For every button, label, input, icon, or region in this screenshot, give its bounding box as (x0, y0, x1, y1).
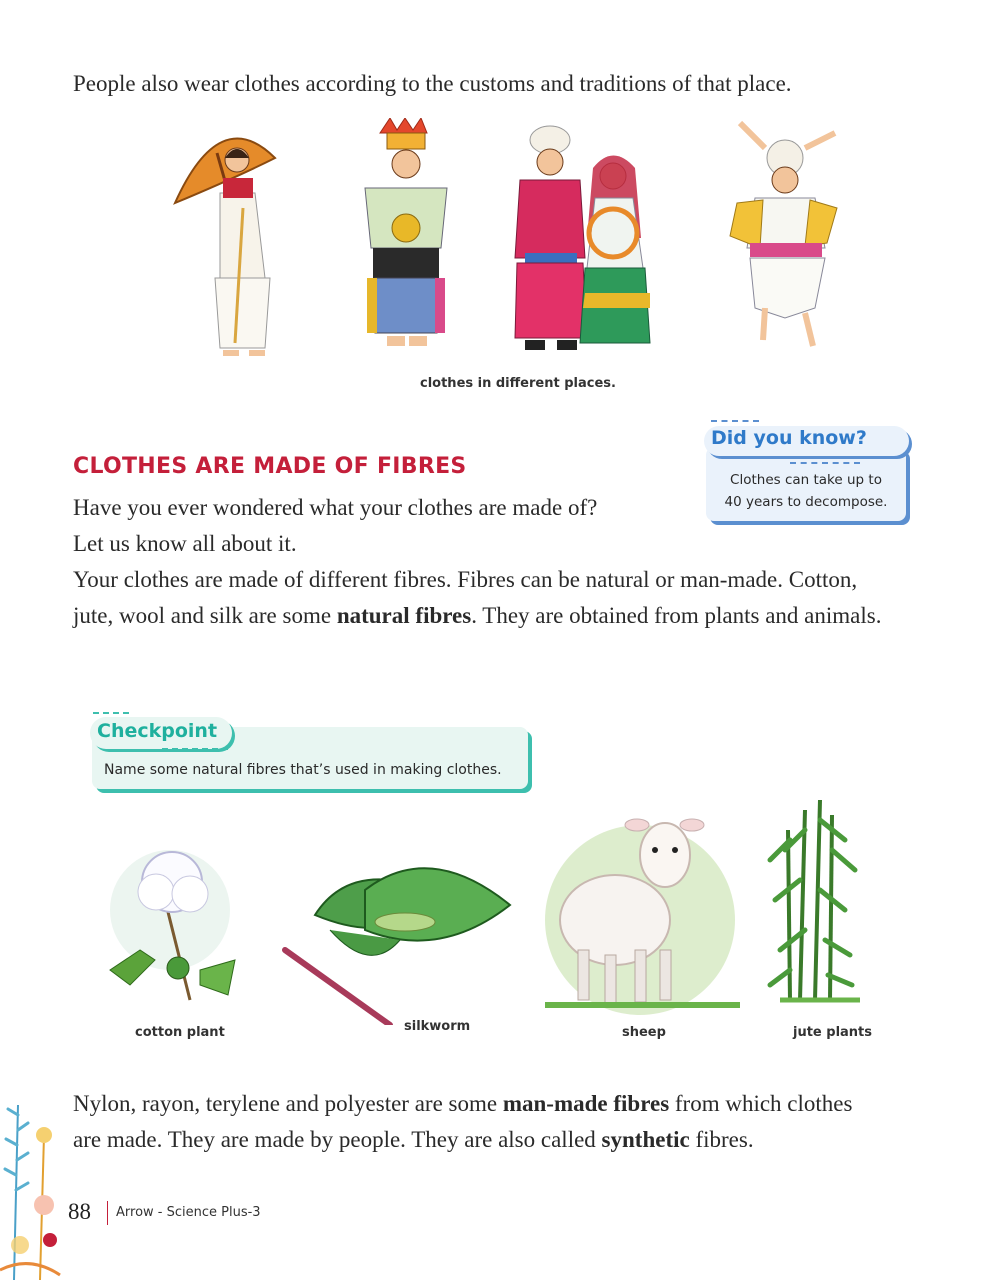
dancing-man-figure (730, 123, 837, 346)
cotton-plant-label: cotton plant (135, 1025, 225, 1040)
jute-plants-label: jute plants (793, 1025, 873, 1040)
section-heading: CLOTHES ARE MADE OF FIBRES (73, 454, 467, 479)
synthetic-term: synthetic (601, 1127, 690, 1152)
checkpoint-title: Checkpoint (97, 720, 218, 742)
did-you-know-text (706, 469, 906, 513)
paragraph-2-line-2 (73, 598, 881, 634)
paragraph-1-line-1: Have you ever wondered what your clothes are made of? (73, 495, 598, 520)
natural-fibres-term: natural fibres (336, 603, 472, 628)
man-made-fibres-term: man-made fibres (502, 1091, 670, 1116)
fibre-sources-illustration (100, 800, 900, 1025)
book-title: Arrow - Science Plus-3 (116, 1205, 261, 1220)
paragraph-1-line-2: Let us know all about it. (73, 531, 297, 556)
paragraph-3-text-a: Nylon, rayon, terylene and polyester are some (73, 1091, 503, 1116)
paragraph-3-text-b: from which clothes (669, 1091, 853, 1116)
did-you-know-line-1: Clothes can take up to (730, 472, 882, 488)
footer-divider (107, 1201, 108, 1225)
did-you-know-line-2: 40 years to decompose. (724, 494, 888, 510)
paragraph-2-text-a: jute, wool and silk are some (73, 603, 337, 628)
checkpoint-dash-bottom (162, 748, 228, 750)
intro-text: People also wear clothes according to the customs and traditions of that place. (73, 71, 792, 96)
jute-plants-image (770, 800, 860, 1000)
did-you-know-dash-bottom (790, 462, 860, 464)
checkpoint-dash-top (93, 712, 129, 714)
woman-with-umbrella-figure (175, 138, 275, 356)
traditional-clothes-illustration (165, 118, 865, 368)
couple-figure (515, 126, 650, 350)
paragraph-2-text-b: . They are obtained from plants and animals. (471, 603, 882, 628)
paragraph-3-line-2 (73, 1122, 754, 1158)
silkworm-label: silkworm (404, 1019, 471, 1034)
did-you-know-dash-top (711, 420, 759, 422)
page-number: 88 (68, 1199, 91, 1224)
figure-caption: clothes in different places. (420, 376, 616, 391)
sheep-label: sheep (622, 1025, 666, 1040)
paragraph-3-text-c: are made. They are made by people. They are also called (73, 1127, 602, 1152)
floral-decoration-icon (0, 1095, 68, 1280)
paragraph-3-line-1 (73, 1086, 852, 1122)
silkworm-image (285, 868, 510, 1025)
paragraph-2-line-1: Your clothes are made of different fibres. Fibres can be natural or man-made. Cotton, (73, 567, 858, 592)
sheep-image (545, 819, 740, 1015)
cotton-plant-image (110, 850, 235, 1000)
did-you-know-title: Did you know? (711, 427, 867, 449)
paragraph-3-text-d: fibres. (689, 1127, 754, 1152)
checkpoint-question: Name some natural fibres that’s used in making clothes. (104, 762, 502, 778)
headdress-costume-figure (365, 118, 447, 346)
